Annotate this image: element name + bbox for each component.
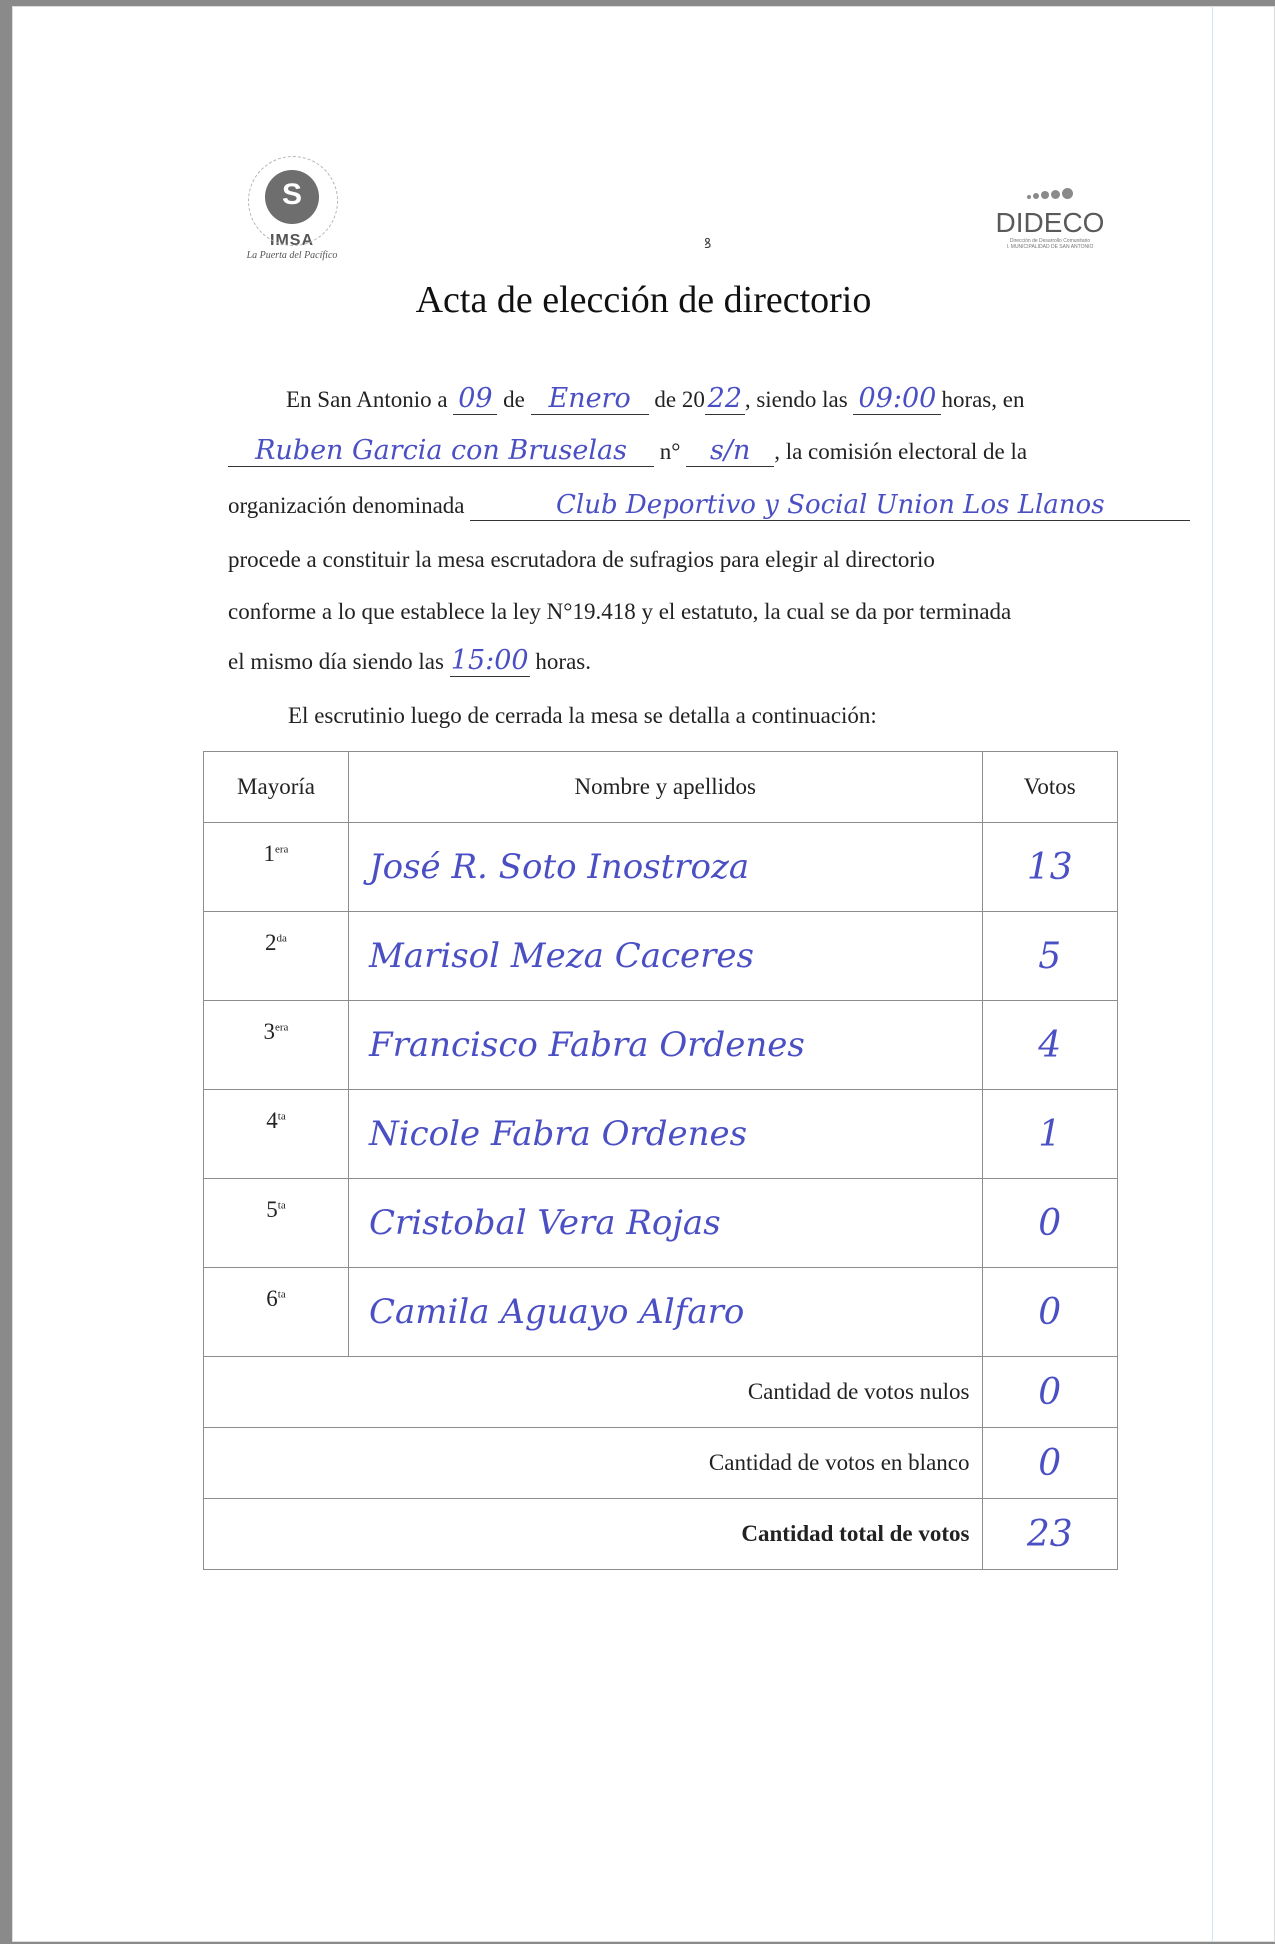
month-field: Enero [531, 384, 649, 415]
document-page [12, 6, 1275, 1942]
header-name: Nombre y apellidos [348, 752, 982, 823]
rank-number: 3 [263, 1019, 276, 1044]
dots-icon [980, 186, 1120, 208]
document-title: Acta de elección de directorio [415, 279, 872, 321]
intro-line-1: En San Antonio a 09 de Enero de 20 22 , siendo las 09:00 horas, en [286, 383, 1025, 414]
total-votes-label: Cantidad total de votos [204, 1499, 983, 1570]
candidate-name: José R. Soto Inostroza [348, 823, 982, 912]
null-votes-row [204, 1357, 1118, 1428]
rank-number: 5 [266, 1197, 278, 1222]
candidate-name: Cristobal Vera Rojas [348, 1179, 982, 1268]
imsa-logo [212, 156, 372, 276]
intro-line-7: El escrutinio luego de cerrada la mesa se detalla a continuación: [288, 703, 877, 728]
table-header-row [204, 752, 1118, 823]
dideco-logo [980, 186, 1120, 266]
header-votes: Votos [982, 752, 1118, 823]
year-field: 22 [705, 384, 745, 415]
header-rank: Mayoría [204, 752, 349, 823]
candidate-votes: 5 [982, 912, 1118, 1001]
candidate-votes: 13 [982, 823, 1118, 912]
table-row [204, 1090, 1118, 1179]
null-votes-label: Cantidad de votos nulos [204, 1357, 983, 1428]
imsa-logo-name: IMSA [270, 232, 314, 249]
intro-line-3: organización denominada Club Deportivo y Social Union Los Llanos [228, 490, 1113, 522]
candidate-votes: 0 [982, 1268, 1118, 1357]
dideco-logo-subline-2: I. MUNICIPALIDAD DE SAN ANTONIO [1006, 244, 1094, 250]
candidate-votes: 0 [982, 1179, 1118, 1268]
blank-votes-value: 0 [982, 1428, 1118, 1499]
dideco-logo-name: DIDECO [995, 207, 1105, 238]
rank-suffix: ta [277, 1288, 286, 1301]
rank-suffix: ta [277, 1199, 286, 1212]
intro-line-6: el mismo día siendo las 15:00 horas. [228, 645, 591, 676]
rank-suffix: era [275, 843, 289, 856]
total-votes-value: 23 [982, 1499, 1118, 1570]
imsa-logo-tagline: La Puerta del Pacífico [246, 250, 338, 261]
rank-number: 4 [266, 1108, 278, 1133]
stray-mark: ꝸ [704, 237, 712, 252]
rank-number: 6 [266, 1286, 278, 1311]
dideco-logo-subline: Dirección de Desarrollo Comunitario [1009, 238, 1091, 244]
blank-votes-label: Cantidad de votos en blanco [204, 1428, 983, 1499]
candidate-name: Camila Aguayo Alfaro [348, 1268, 982, 1357]
intro-line-2: Ruben Garcia con Bruselas n° s/n , la comisión electoral de la [228, 436, 1113, 468]
rank-number: 1 [263, 841, 276, 866]
rank-suffix: ta [277, 1110, 286, 1123]
table-row [204, 912, 1118, 1001]
candidate-votes: 4 [982, 1001, 1118, 1090]
blank-votes-row [204, 1428, 1118, 1499]
votes-table [203, 751, 1118, 1570]
candidate-votes: 1 [982, 1090, 1118, 1179]
municipal-seal-icon [265, 170, 319, 224]
table-row [204, 1001, 1118, 1090]
candidate-name: Francisco Fabra Ordenes [348, 1001, 982, 1090]
start-time-field: 09:00 [853, 384, 941, 415]
table-row [204, 823, 1118, 912]
rank-suffix: era [275, 1021, 289, 1034]
number-field: s/n [686, 436, 774, 467]
rank-number: 2 [265, 930, 277, 955]
table-row [204, 1179, 1118, 1268]
organization-field: Club Deportivo y Social Union Los Llanos [470, 490, 1190, 521]
intro-line-5: conforme a lo que establece la ley N°19.418 y el estatuto, la cual se da por terminada [228, 599, 1012, 624]
rank-suffix: da [276, 932, 287, 945]
end-time-field: 15:00 [450, 645, 529, 676]
address-field: Ruben Garcia con Bruselas [228, 436, 654, 467]
candidate-name: Marisol Meza Caceres [348, 912, 982, 1001]
total-votes-row [204, 1499, 1118, 1570]
candidate-name: Nicole Fabra Ordenes [348, 1090, 982, 1179]
intro-line-4: procede a constituir la mesa escrutadora de sufragios para elegir al directorio [228, 547, 935, 572]
null-votes-value: 0 [982, 1357, 1118, 1428]
day-field: 09 [453, 384, 497, 415]
table-row [204, 1268, 1118, 1357]
